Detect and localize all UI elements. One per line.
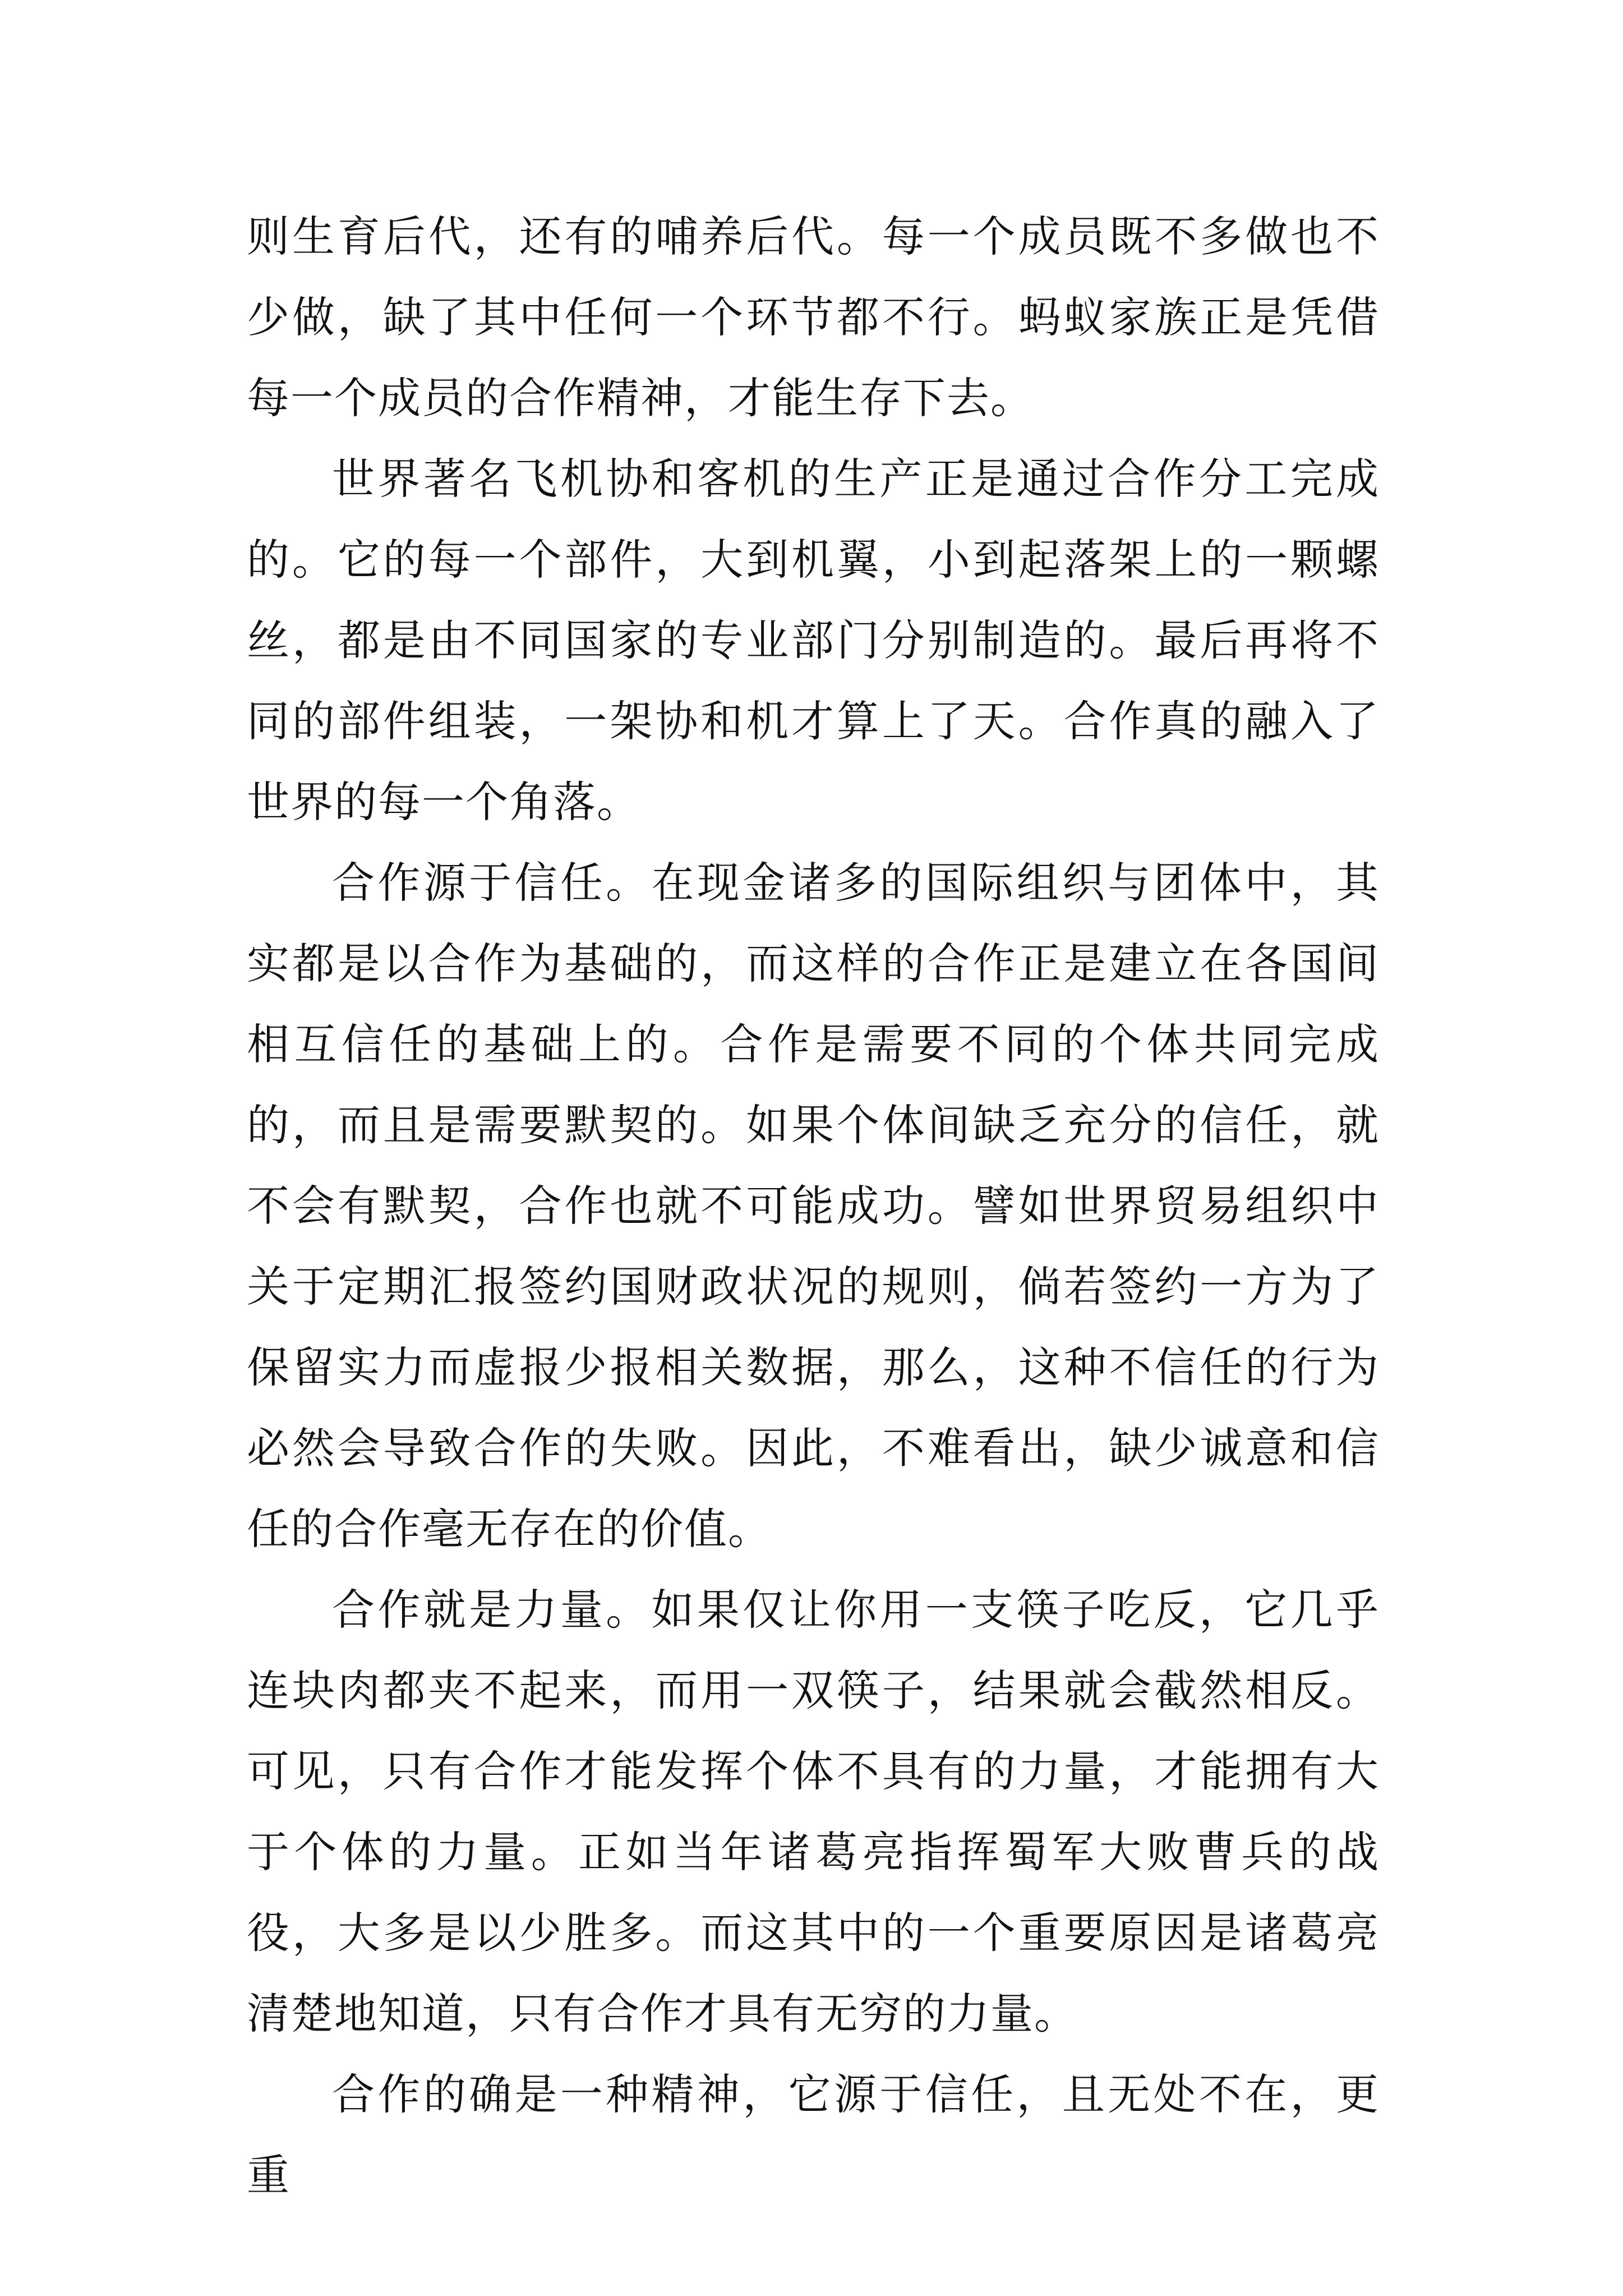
paragraph-1: 则生育后代，还有的哺养后代。每一个成员既不多做也不少做，缺了其中任何一个环节都不行。蚂蚁家族正是凭借每一个成员的合作精神，才能生存下去。: [247, 211, 1380, 423]
document-body: [247, 196, 1380, 2216]
paragraph-2: 世界著名飞机协和客机的生产正是通过合作分工完成的。它的每一个部件，大到机翼，小到起落架上的一颗螺丝，都是由不同国家的专业部门分别制造的。最后再将不同的部件组装，一架协和机才算上了天。合作真的融入了世界的每一个角落。: [247, 454, 1380, 827]
paragraph-5: 合作的确是一种精神，它源于信任，且无处不在，更重: [247, 2069, 1380, 2200]
paragraph-3: 合作源于信任。在现金诸多的国际组织与团体中，其实都是以合作为基础的，而这样的合作正是建立在各国间相互信任的基础上的。合作是需要不同的个体共同完成的，而且是需要默契的。如果个体间缺乏充分的信任，就不会有默契，合作也就不可能成功。譬如世界贸易组织中关于定期汇报签约国财政状况的规则，倘若签约一方为了保留实力而虚报少报相关数据，那么，这种不信任的行为必然会导致合作的失败。因此，不难看出，缺少诚意和信任的合作毫无存在的价值。: [247, 858, 1380, 1554]
paragraph-4: 合作就是力量。如果仅让你用一支筷子吃反，它几乎连块肉都夹不起来，而用一双筷子，结果就会截然相反。可见，只有合作才能发挥个体不具有的力量，才能拥有大于个体的力量。正如当年诸葛亮指挥蜀军大败曹兵的战役，大多是以少胜多。而这其中的一个重要原因是诸葛亮清楚地知道，只有合作才具有无穷的力量。: [247, 1585, 1380, 2039]
